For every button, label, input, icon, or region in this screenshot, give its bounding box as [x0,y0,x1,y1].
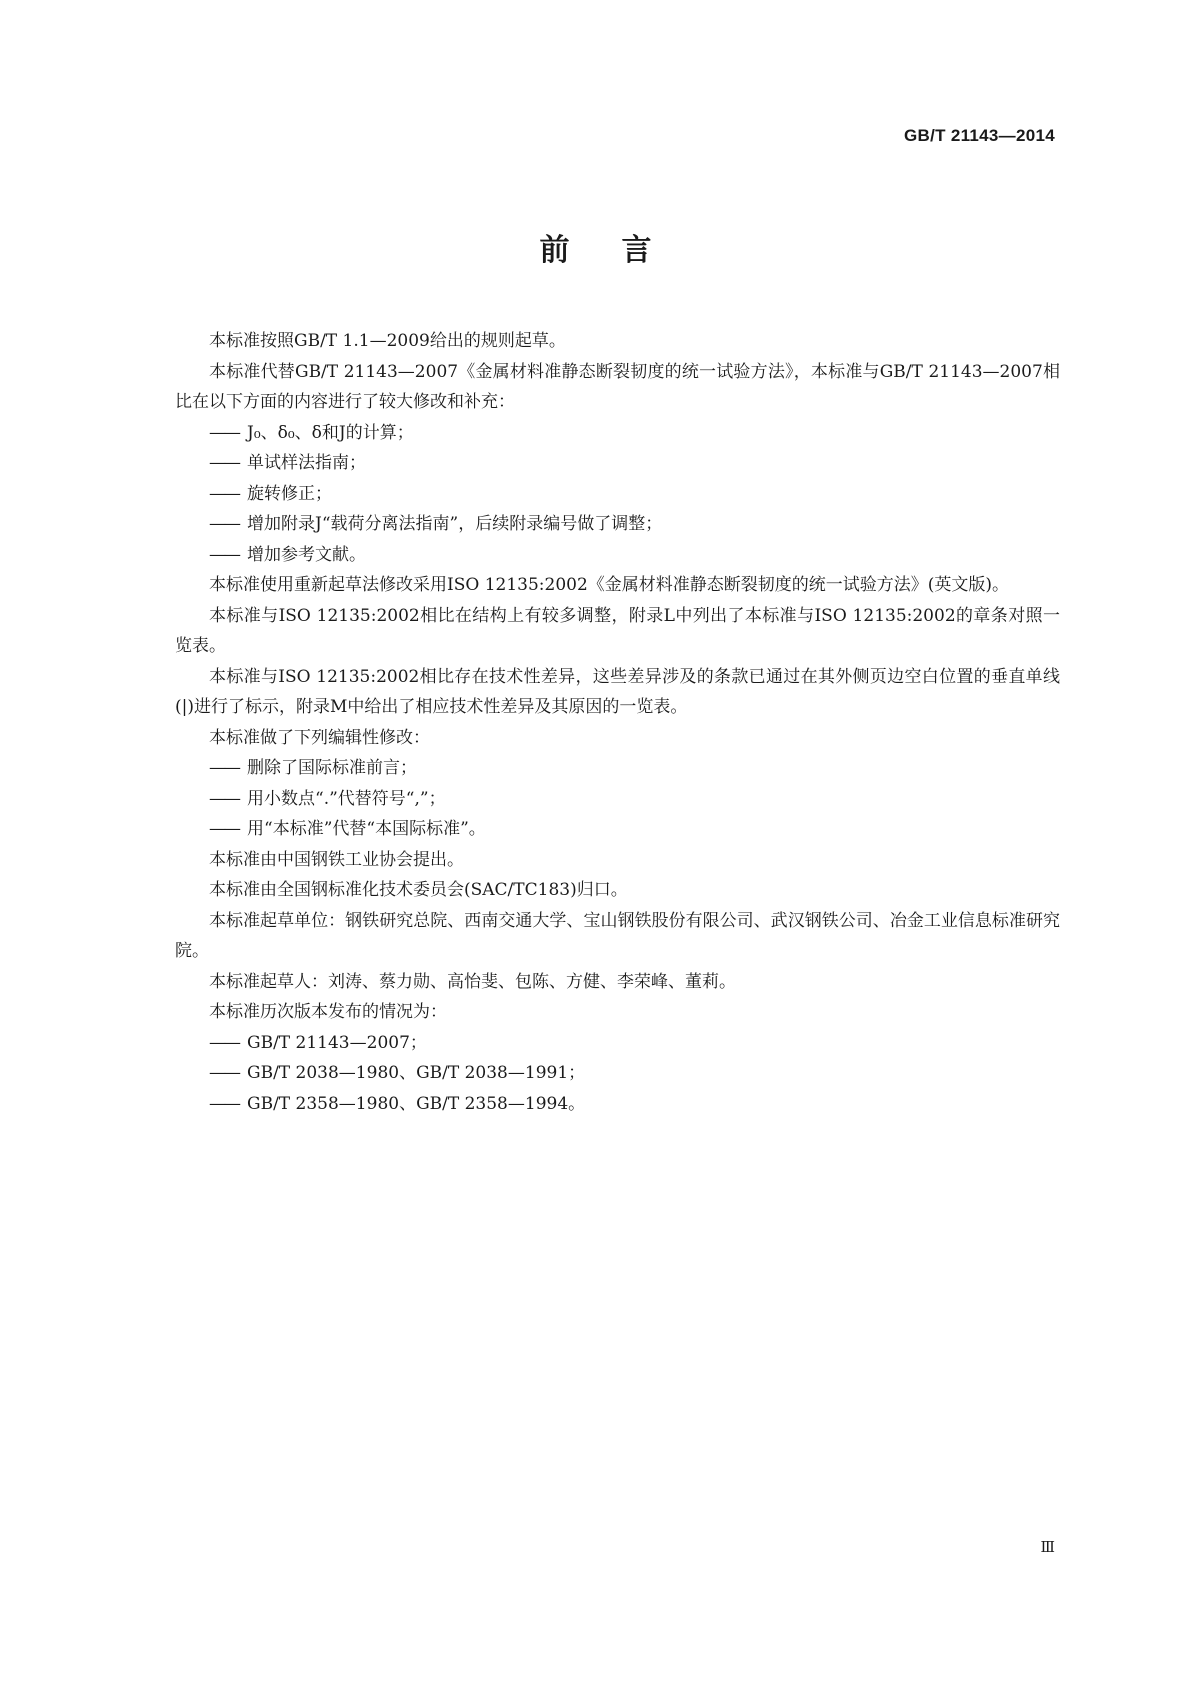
standard-code: GB/T 21143—2014 [904,126,1055,145]
list-item [175,448,1060,479]
dash-mark: —— [209,422,239,443]
list-item [175,814,1060,845]
paragraph-proposer: 本标准由中国钢铁工业协会提出。 [209,849,464,870]
paragraph-drafting-units: 本标准起草单位：钢铁研究总院、西南交通大学、宝山钢铁股份有限公司、武汉钢铁公司、冶金工业信息标准研究院。 [175,910,1060,961]
list-item-text: 用“本标准”代替“本国际标准”。 [247,819,486,839]
dash-mark: —— [209,1093,239,1114]
dash-mark: —— [209,1032,239,1053]
list-item-text: 增加参考文献。 [247,544,366,565]
list-item-text: 删除了国际标准前言； [247,758,417,778]
paragraph-committee: 本标准由全国钢标准化技术委员会(SAC/TC183)归口。 [209,880,628,900]
paragraph-drafting-rules: 本标准按照GB/T 1.1—2009给出的规则起草。 [209,331,566,351]
list-item-text: GB/T 2038—1980、GB/T 2038—1991； [247,1063,586,1083]
list-item [175,540,1060,571]
dash-mark: —— [209,453,239,473]
list-item-text: J₀、δ₀、δ和J的计算； [247,422,414,443]
paragraph-editorial: 本标准做了下列编辑性修改： [209,727,430,748]
list-item [175,1089,1060,1120]
list-item-text: GB/T 21143—2007； [247,1032,427,1053]
paragraph-technical-differences: 本标准与ISO 12135:2002相比存在技术性差异，这些差异涉及的条款已通过在其外侧页边空白位置的垂直单线(|)进行了标示，附录M中给出了相应技术性差异及其原因的一览表。 [175,666,1060,717]
paragraph-history: 本标准历次版本发布的情况为： [209,1002,447,1022]
dash-mark: —— [209,544,239,565]
list-item-text: 旋转修正； [247,483,332,504]
list-item [175,753,1060,784]
list-item [175,509,1060,540]
paragraph-replacement: 本标准代替GB/T 21143—2007《金属材料准静态断裂韧度的统一试验方法》，本标准与GB/T 21143—2007相比在以下方面的内容进行了较大修改和补充： [175,361,1060,412]
dash-mark: —— [209,1063,239,1083]
list-item-text: GB/T 2358—1980、GB/T 2358—1994。 [247,1093,586,1114]
dash-mark: —— [209,758,239,778]
dash-mark: —— [209,514,239,534]
list-item-text: 单试样法指南； [247,453,366,473]
paragraph-adoption: 本标准使用重新起草法修改采用ISO 12135:2002《金属材料准静态断裂韧度的统一试验方法》(英文版)。 [209,575,1010,595]
foreword-body [175,326,1060,1119]
dash-mark: —— [209,788,239,809]
list-item [175,418,1060,449]
list-item [175,1058,1060,1089]
list-item-text: 增加附录J“载荷分离法指南”，后续附录编号做了调整； [247,514,663,534]
paragraph-structure: 本标准与ISO 12135:2002相比在结构上有较多调整，附录L中列出了本标准与ISO 12135:2002的章条对照一览表。 [175,605,1060,656]
page-title: 前言 [539,233,704,268]
dash-mark: —— [209,483,239,504]
list-item-text: 用小数点“.”代替符号“,”； [247,788,446,809]
dash-mark: —— [209,819,239,839]
page-number: Ⅲ [1040,1538,1055,1556]
list-item [175,1028,1060,1059]
list-item [175,479,1060,510]
paragraph-drafters: 本标准起草人：刘涛、蔡力勋、高怡斐、包陈、方健、李荣峰、董莉。 [209,971,736,992]
list-item [175,784,1060,815]
